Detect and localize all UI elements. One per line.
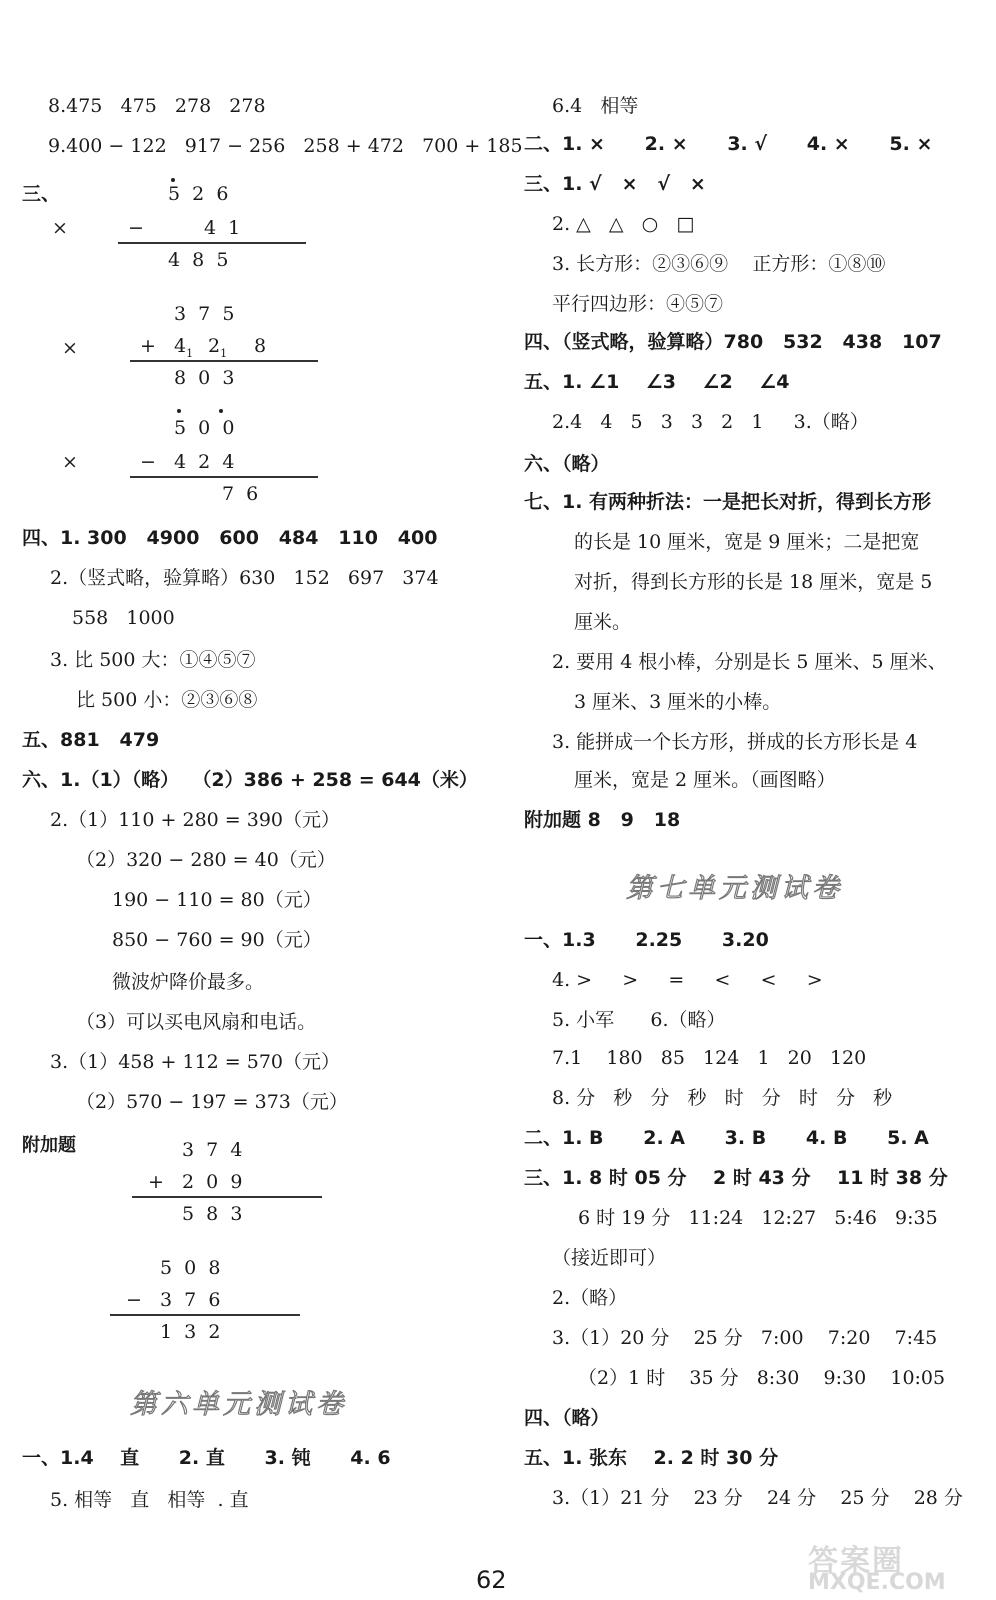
section-title: 第七单元测试卷 [626, 873, 843, 904]
answer-line: 2.（1）110 + 280 = 390（元） [50, 809, 341, 831]
answer-line: 微波炉降价最多。 [112, 971, 265, 993]
answer-line: （接近即可） [552, 1247, 667, 1269]
check-mark: × [52, 217, 68, 239]
answer-line: 五、1. ∠1 ∠3 ∠2 ∠4 [524, 371, 790, 393]
borrow-dot [219, 409, 223, 413]
answer-line: 五、1. 张东 2. 2 时 30 分 [524, 1447, 779, 1469]
answer-line: 6 时 19 分 11:24 12:27 5:46 9:35 [578, 1207, 938, 1229]
answer-line: 四、（略） [524, 1407, 610, 1429]
answer-line: 二、1. × 2. × 3. √ 4. × 5. × [524, 133, 933, 155]
answer-line: 一、1.3 2.25 3.20 [524, 929, 769, 951]
answer-line: （2）320 − 280 = 40（元） [76, 849, 336, 871]
answer-line: 5. 小军 6.（略） [552, 1009, 726, 1031]
answer-line: 9.400 − 122 917 − 256 258 + 472 700 + 185 [48, 135, 523, 157]
borrow-dot [171, 178, 175, 182]
calc-rule [110, 1314, 300, 1316]
answer-line: 二、1. B 2. A 3. B 4. B 5. A [524, 1127, 929, 1149]
answer-line: 7.1 180 85 124 1 20 120 [552, 1047, 867, 1069]
answer-line: 六、1.（1）（略） （2）386 + 258 = 644（米） [22, 769, 478, 791]
check-mark: × [62, 337, 78, 359]
extra-question-label: 附加题 [22, 1135, 76, 1156]
watermark-logo: 答案圈 [808, 1544, 904, 1579]
answer-line: 一、1.4 直 2. 直 3. 钝 4. 6 [22, 1447, 391, 1469]
answer-line: 850 − 760 = 90（元） [112, 929, 322, 951]
answer-line: 对折，得到长方形的长是 18 厘米，宽是 5 [574, 571, 933, 593]
calc-rule [118, 242, 306, 244]
answer-line: 的长是 10 厘米，宽是 9 厘米；二是把宽 [574, 531, 920, 553]
answer-line: 五、881 479 [22, 729, 160, 751]
answer-line: 厘米，宽是 2 厘米。（画图略） [574, 769, 836, 791]
calc-rule [130, 476, 318, 478]
page-number: 62 [476, 1566, 507, 1594]
answer-line: 5. 相等 直 相等 . 直 [50, 1489, 249, 1511]
answer-line: 2. △ △ ○ □ [552, 213, 695, 235]
answer-line: 3.（1）20 分 25 分 7:00 7:20 7:45 [552, 1327, 938, 1349]
borrow-dot [177, 409, 181, 413]
answer-line: 三、1. 8 时 05 分 2 时 43 分 11 时 38 分 [524, 1167, 948, 1189]
answer-line: 比 500 小：②③⑥⑧ [76, 689, 258, 711]
answer-line: 558 1000 [72, 607, 175, 629]
answer-line: 4. > > = < < > [552, 969, 823, 991]
answer-line: 3.（1）458 + 112 = 570（元） [50, 1051, 341, 1073]
answer-line: 3. 长方形：②③⑥⑨ 正方形：①⑧⑩ [552, 253, 886, 275]
answer-line: 四、1. 300 4900 600 484 110 400 [22, 527, 438, 549]
section-heading: 三、 [22, 183, 61, 205]
answer-line: 六、（略） [524, 453, 610, 475]
answer-line: 厘米。 [574, 611, 632, 633]
answer-line: （2）1 时 35 分 8:30 9:30 10:05 [578, 1367, 946, 1389]
calc-rule [132, 1196, 322, 1198]
answer-line: 2.（略） [552, 1287, 628, 1309]
answer-line: （2）570 − 197 = 373（元） [76, 1091, 348, 1113]
answer-line: 四、（竖式略，验算略）780 532 438 107 [524, 331, 942, 353]
watermark-url: MXQE.COM [808, 1570, 946, 1595]
answer-line: 3.（1）21 分 23 分 24 分 25 分 28 分 [552, 1487, 963, 1509]
answer-line: 3. 能拼成一个长方形，拼成的长方形长是 4 [552, 731, 918, 753]
answer-line: 七、1. 有两种折法：一是把长对折，得到长方形 [524, 491, 932, 513]
answer-line: 8. 分 秒 分 秒 时 分 时 分 秒 [552, 1087, 893, 1109]
answer-line: 三、1. √ × √ × [524, 173, 706, 195]
check-mark: × [62, 451, 78, 473]
answer-line: 3 厘米、3 厘米的小棒。 [574, 691, 782, 713]
answer-line: 190 − 110 = 80（元） [112, 889, 322, 911]
answer-line: 附加题 8 9 18 [524, 809, 681, 831]
answer-line: 8.475 475 278 278 [48, 95, 266, 117]
answer-line: 2. 要用 4 根小棒，分别是长 5 厘米、5 厘米、 [552, 651, 947, 673]
answer-line: 平行四边形：④⑤⑦ [552, 293, 724, 315]
answer-line: 2.（竖式略，验算略）630 152 697 374 [50, 567, 439, 589]
answer-line: （3）可以买电风扇和电话。 [76, 1011, 317, 1033]
section-title: 第六单元测试卷 [130, 1389, 347, 1420]
calc-rule [130, 360, 318, 362]
answer-line: 2.4 4 5 3 3 2 1 3.（略） [552, 411, 869, 433]
answer-line: 3. 比 500 大：①④⑤⑦ [50, 649, 256, 671]
answer-line: 6.4 相等 [552, 95, 639, 117]
